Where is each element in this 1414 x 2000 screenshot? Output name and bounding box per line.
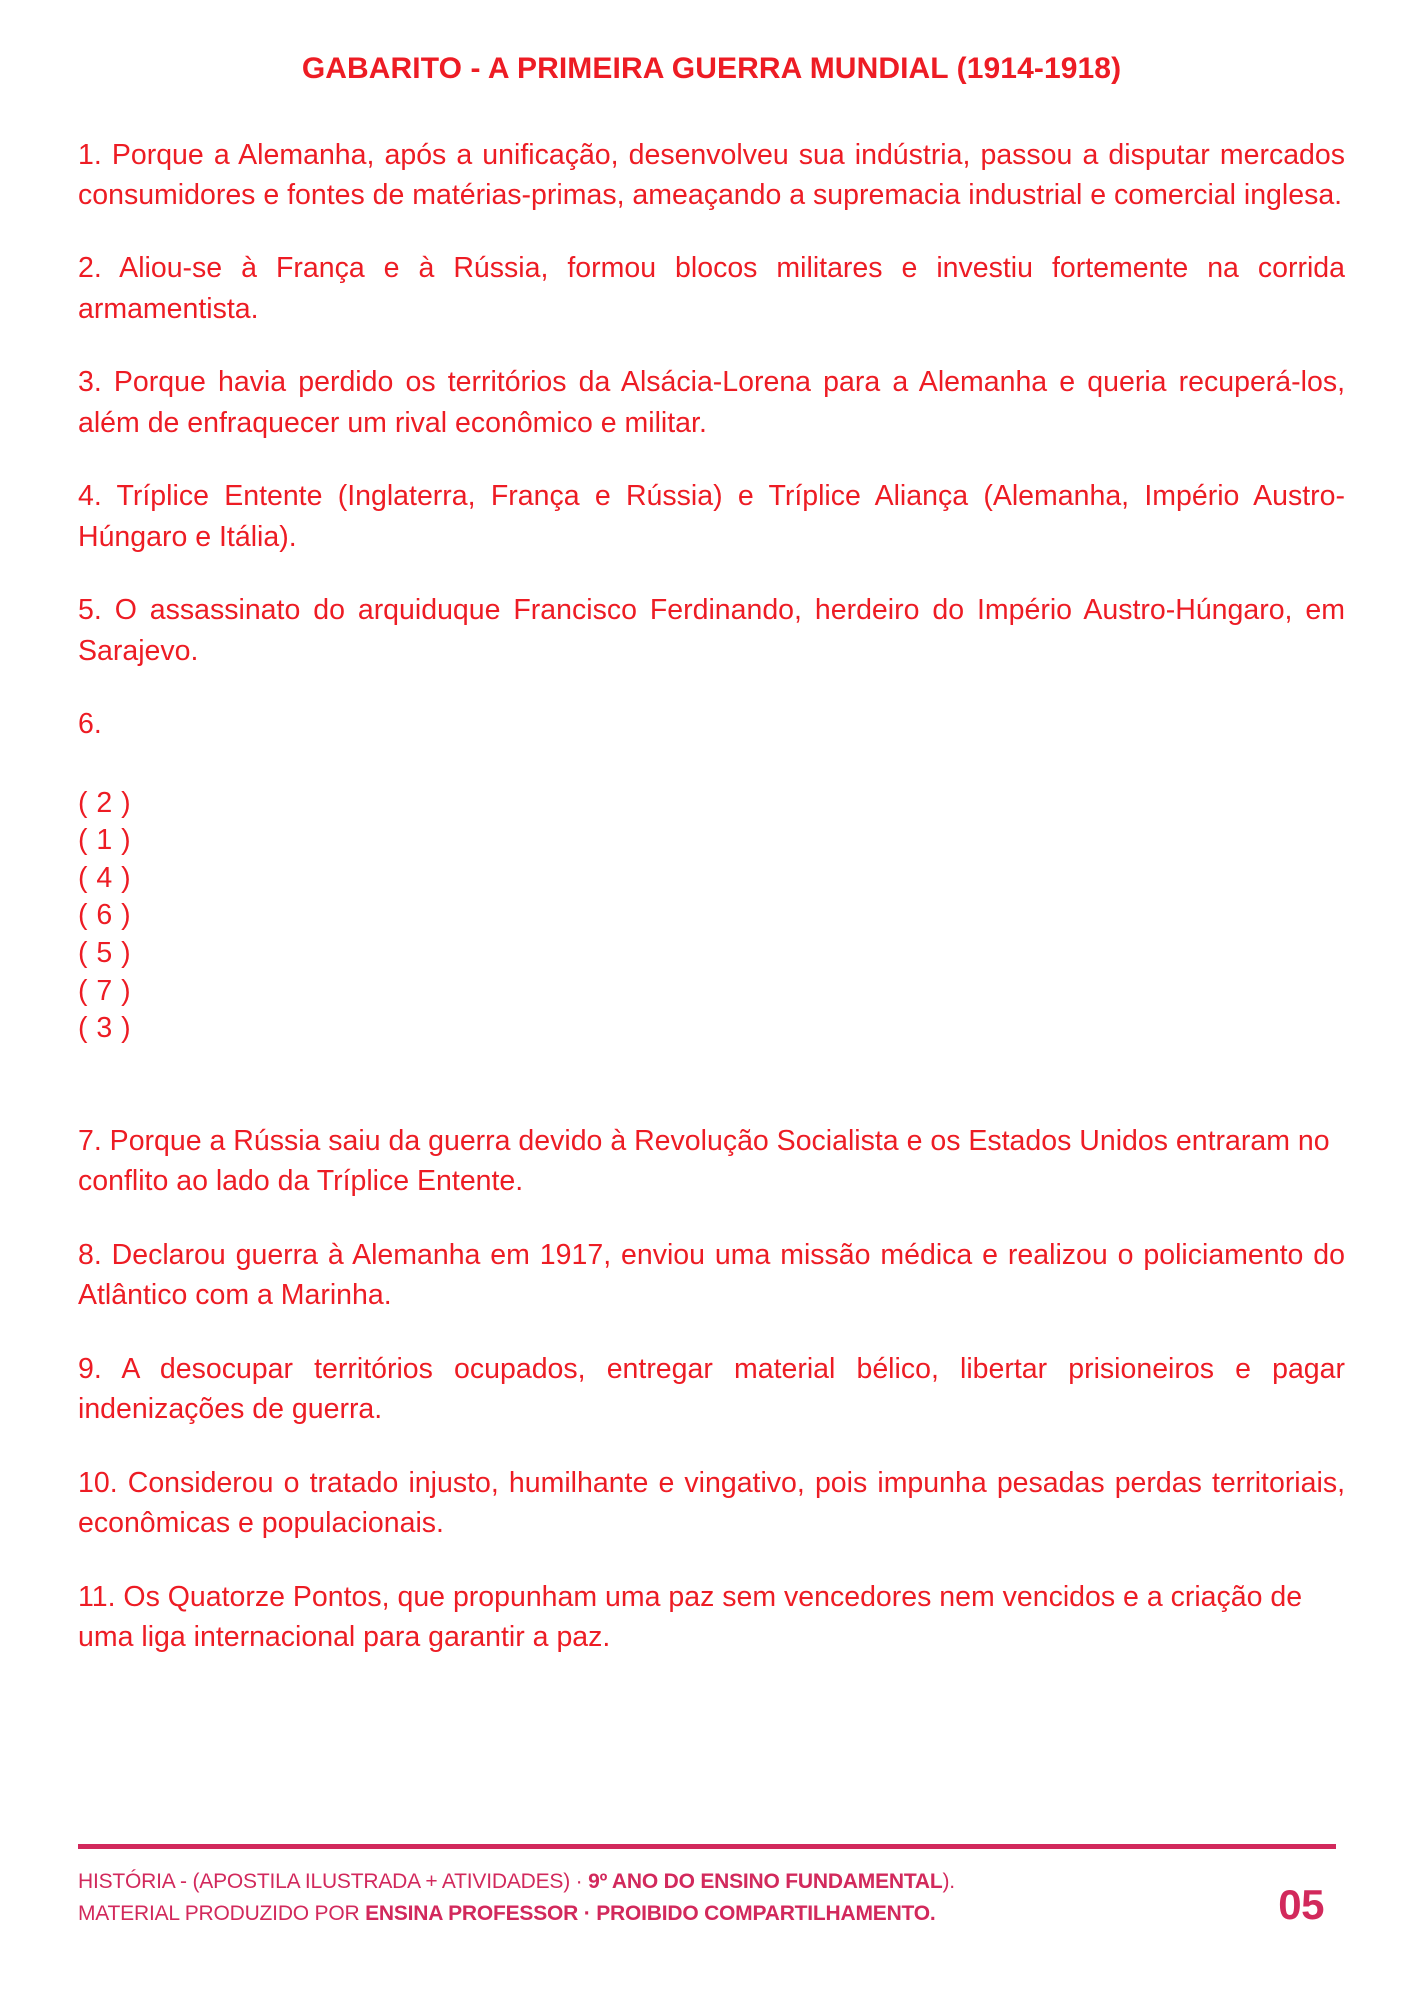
footer-line1-tail: ). <box>942 1870 955 1893</box>
footer-credits <box>78 1866 955 1929</box>
footer-divider <box>78 1844 1336 1849</box>
footer-producer-name: ENSINA PROFESSOR · PROIBIDO COMPARTILHAMENTO. <box>365 1901 936 1925</box>
answer-item: 9. A desocupar territórios ocupados, entregar material bélico, libertar prisioneiros e pagar indenizações de guerra. <box>78 1352 1345 1426</box>
matching-answer-item: ( 4 ) <box>78 861 132 894</box>
matching-answer-item: ( 6 ) <box>78 899 132 932</box>
matching-answer-item: ( 5 ) <box>78 937 132 970</box>
matching-answer-item: ( 7 ) <box>78 974 132 1007</box>
answer-item: 11. Os Quatorze Pontos, que propunham uma paz sem vencedores nem vencidos e a criação de uma liga internacional para garantir a paz. <box>78 1580 1303 1654</box>
answer-item: 1. Porque a Alemanha, após a unificação, desenvolveu sua indústria, passou a disputar mercados consumidores e fontes de matérias-primas, ameaçando a supremacia industrial e comercial inglesa. <box>78 138 1345 211</box>
spacer <box>78 1048 1345 1074</box>
page-content <box>78 0 1345 1691</box>
matching-answer-item: ( 1 ) <box>78 824 132 857</box>
footer-producer-label: MATERIAL PRODUZIDO POR <box>78 1901 366 1925</box>
footer-line-1 <box>78 1866 955 1898</box>
matching-answer-item: ( 3 ) <box>78 1012 132 1045</box>
page-footer <box>78 1844 1336 1964</box>
answers-list-bottom <box>78 1121 1345 1658</box>
footer-content <box>78 1866 1336 1929</box>
answer-item: 2. Aliou-se à França e à Rússia, formou blocos militares e investiu fortemente na corrida armamentista. <box>78 252 1345 325</box>
answer-item: 8. Declarou guerra à Alemanha em 1917, enviou uma missão médica e realizou o policiamento do Atlântico com a Marinha. <box>78 1238 1345 1312</box>
answers-list-top <box>78 135 1345 672</box>
answer-item: 4. Tríplice Entente (Inglaterra, França e Rússia) e Tríplice Aliança (Alemanha, Império Austro-Húngaro e Itália). <box>78 480 1345 553</box>
footer-grade-text: 9º ANO DO ENSINO FUNDAMENTAL <box>588 1870 943 1893</box>
page-number: 05 <box>1278 1881 1324 1928</box>
footer-subject-text: HISTÓRIA - (APOSTILA ILUSTRADA + ATIVIDADES) · <box>78 1870 589 1893</box>
answer-item: 7. Porque a Rússia saiu da guerra devido à Revolução Socialista e os Estados Unidos entraram no conflito ao lado da Tríplice Entente. <box>78 1124 1330 1198</box>
matching-question-label: 6. <box>78 708 102 741</box>
matching-answer-list <box>78 785 1345 1048</box>
page-title: GABARITO - A PRIMEIRA GUERRA MUNDIAL (1914-1918) <box>301 52 1122 85</box>
matching-answer-item: ( 2 ) <box>78 786 132 819</box>
matching-exercise-block <box>78 704 1345 1074</box>
answer-item: 5. O assassinato do arquiduque Francisco Ferdinando, herdeiro do Império Austro-Húngaro, em Sarajevo. <box>78 594 1345 667</box>
answer-item: 10. Considerou o tratado injusto, humilhante e vingativo, pois impunha pesadas perdas territoriais, econômicas e populacionais. <box>78 1466 1345 1540</box>
footer-line-2 <box>78 1898 955 1930</box>
answer-item: 3. Porque havia perdido os territórios da Alsácia-Lorena para a Alemanha e queria recuperá-los, além de enfraquecer um rival econômico e militar. <box>78 366 1345 439</box>
